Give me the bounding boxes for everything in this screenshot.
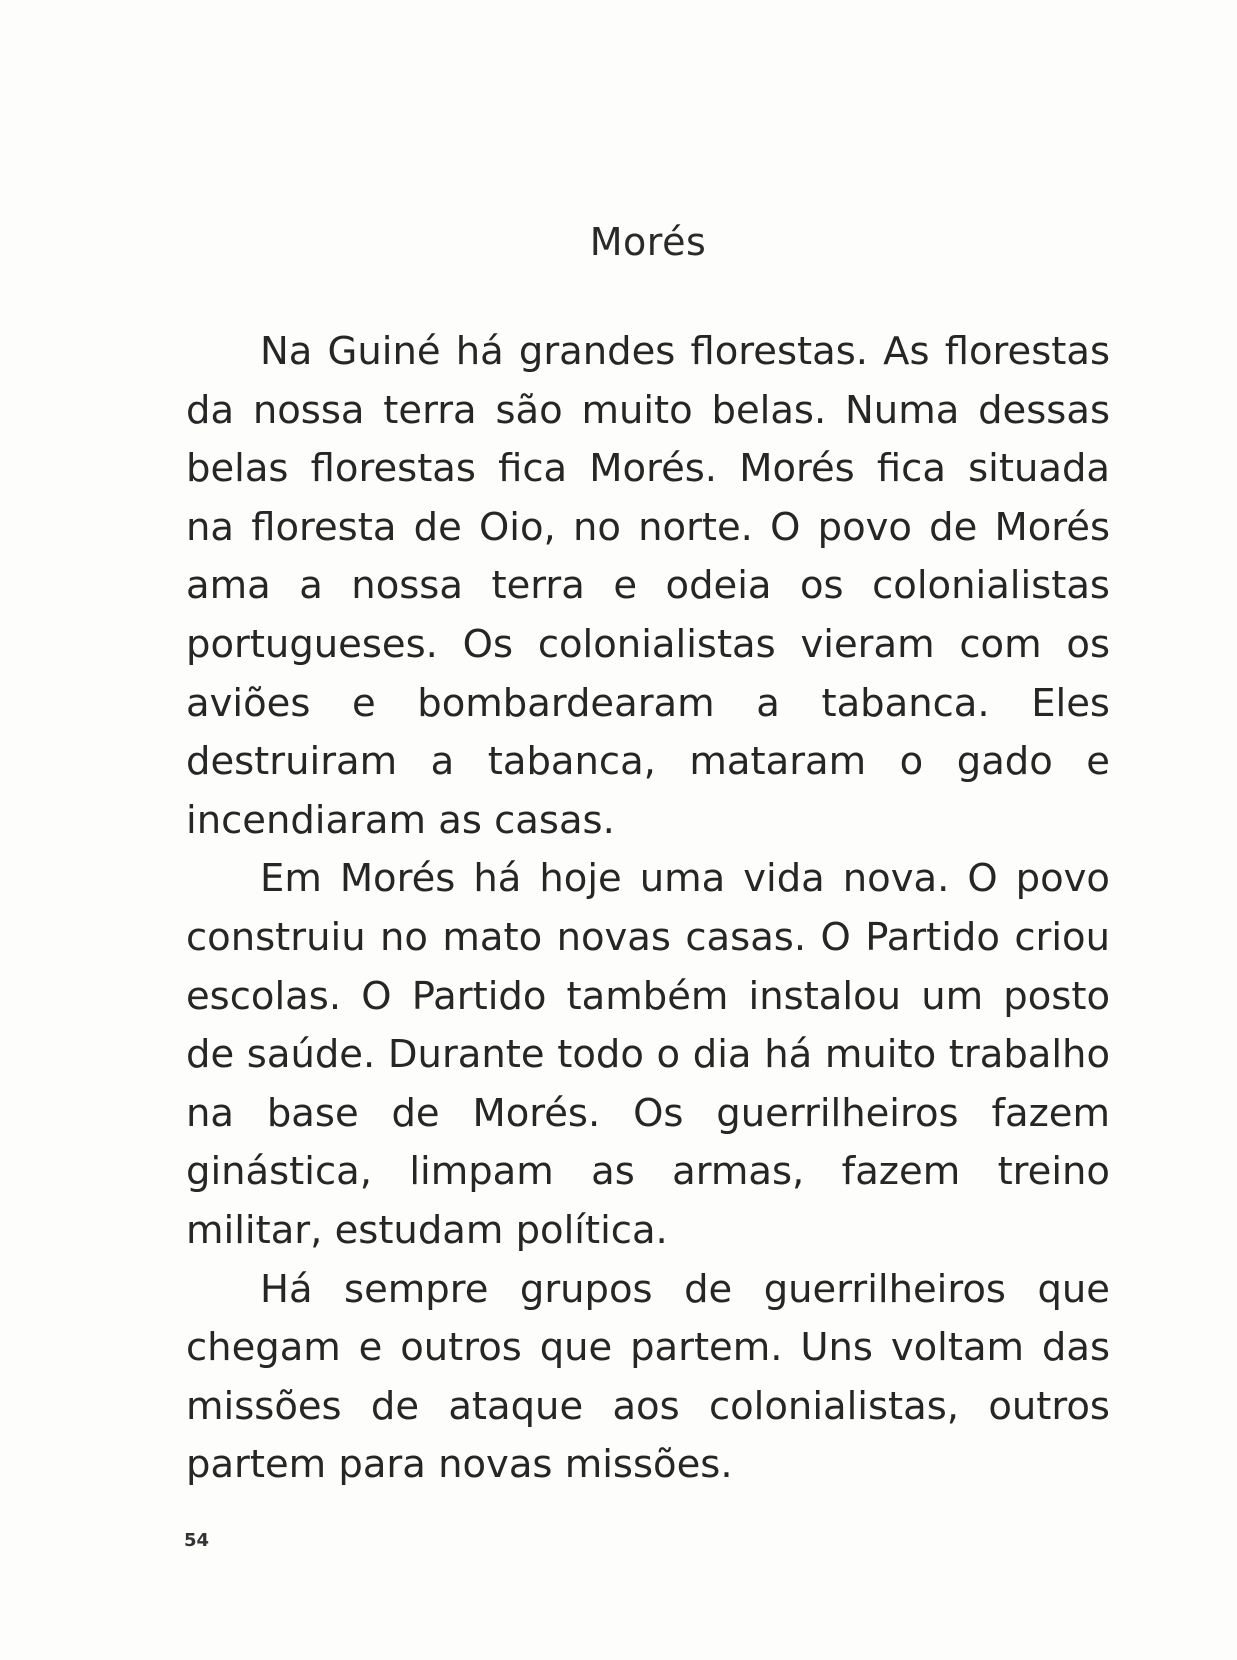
paragraph-3: Há sempre grupos de guerrilheiros que chegam e outros que partem. Uns voltam das missões de ataque aos colonialistas, outros partem para novas missões. xyxy=(186,1266,1110,1488)
page-number: 54 xyxy=(184,1530,210,1551)
page-title: Morés xyxy=(589,220,707,264)
paragraph-2: Em Morés há hoje uma vida nova. O povo construiu no mato novas casas. O Partido criou escolas. O Partido também instalou um posto de saúde. Durante todo o dia há muito trabalho na base de Morés. Os guerrilheiros fazem ginástica, limpam as armas, fazem treino militar, estudam política. xyxy=(186,856,1110,1253)
paragraph-1: Na Guiné há grandes florestas. As florestas da nossa terra são muito belas. Numa dessas belas florestas fica Morés. Morés fica situada na floresta de Oio, no norte. O povo de Morés ama a nossa terra e odeia os colonialistas portugueses. Os colonialistas vieram com os aviões e bombardearam a tabanca. Eles destruiram a tabanca, mataram o gado e incendiaram as casas. xyxy=(186,329,1110,843)
body-text xyxy=(186,323,1110,1495)
